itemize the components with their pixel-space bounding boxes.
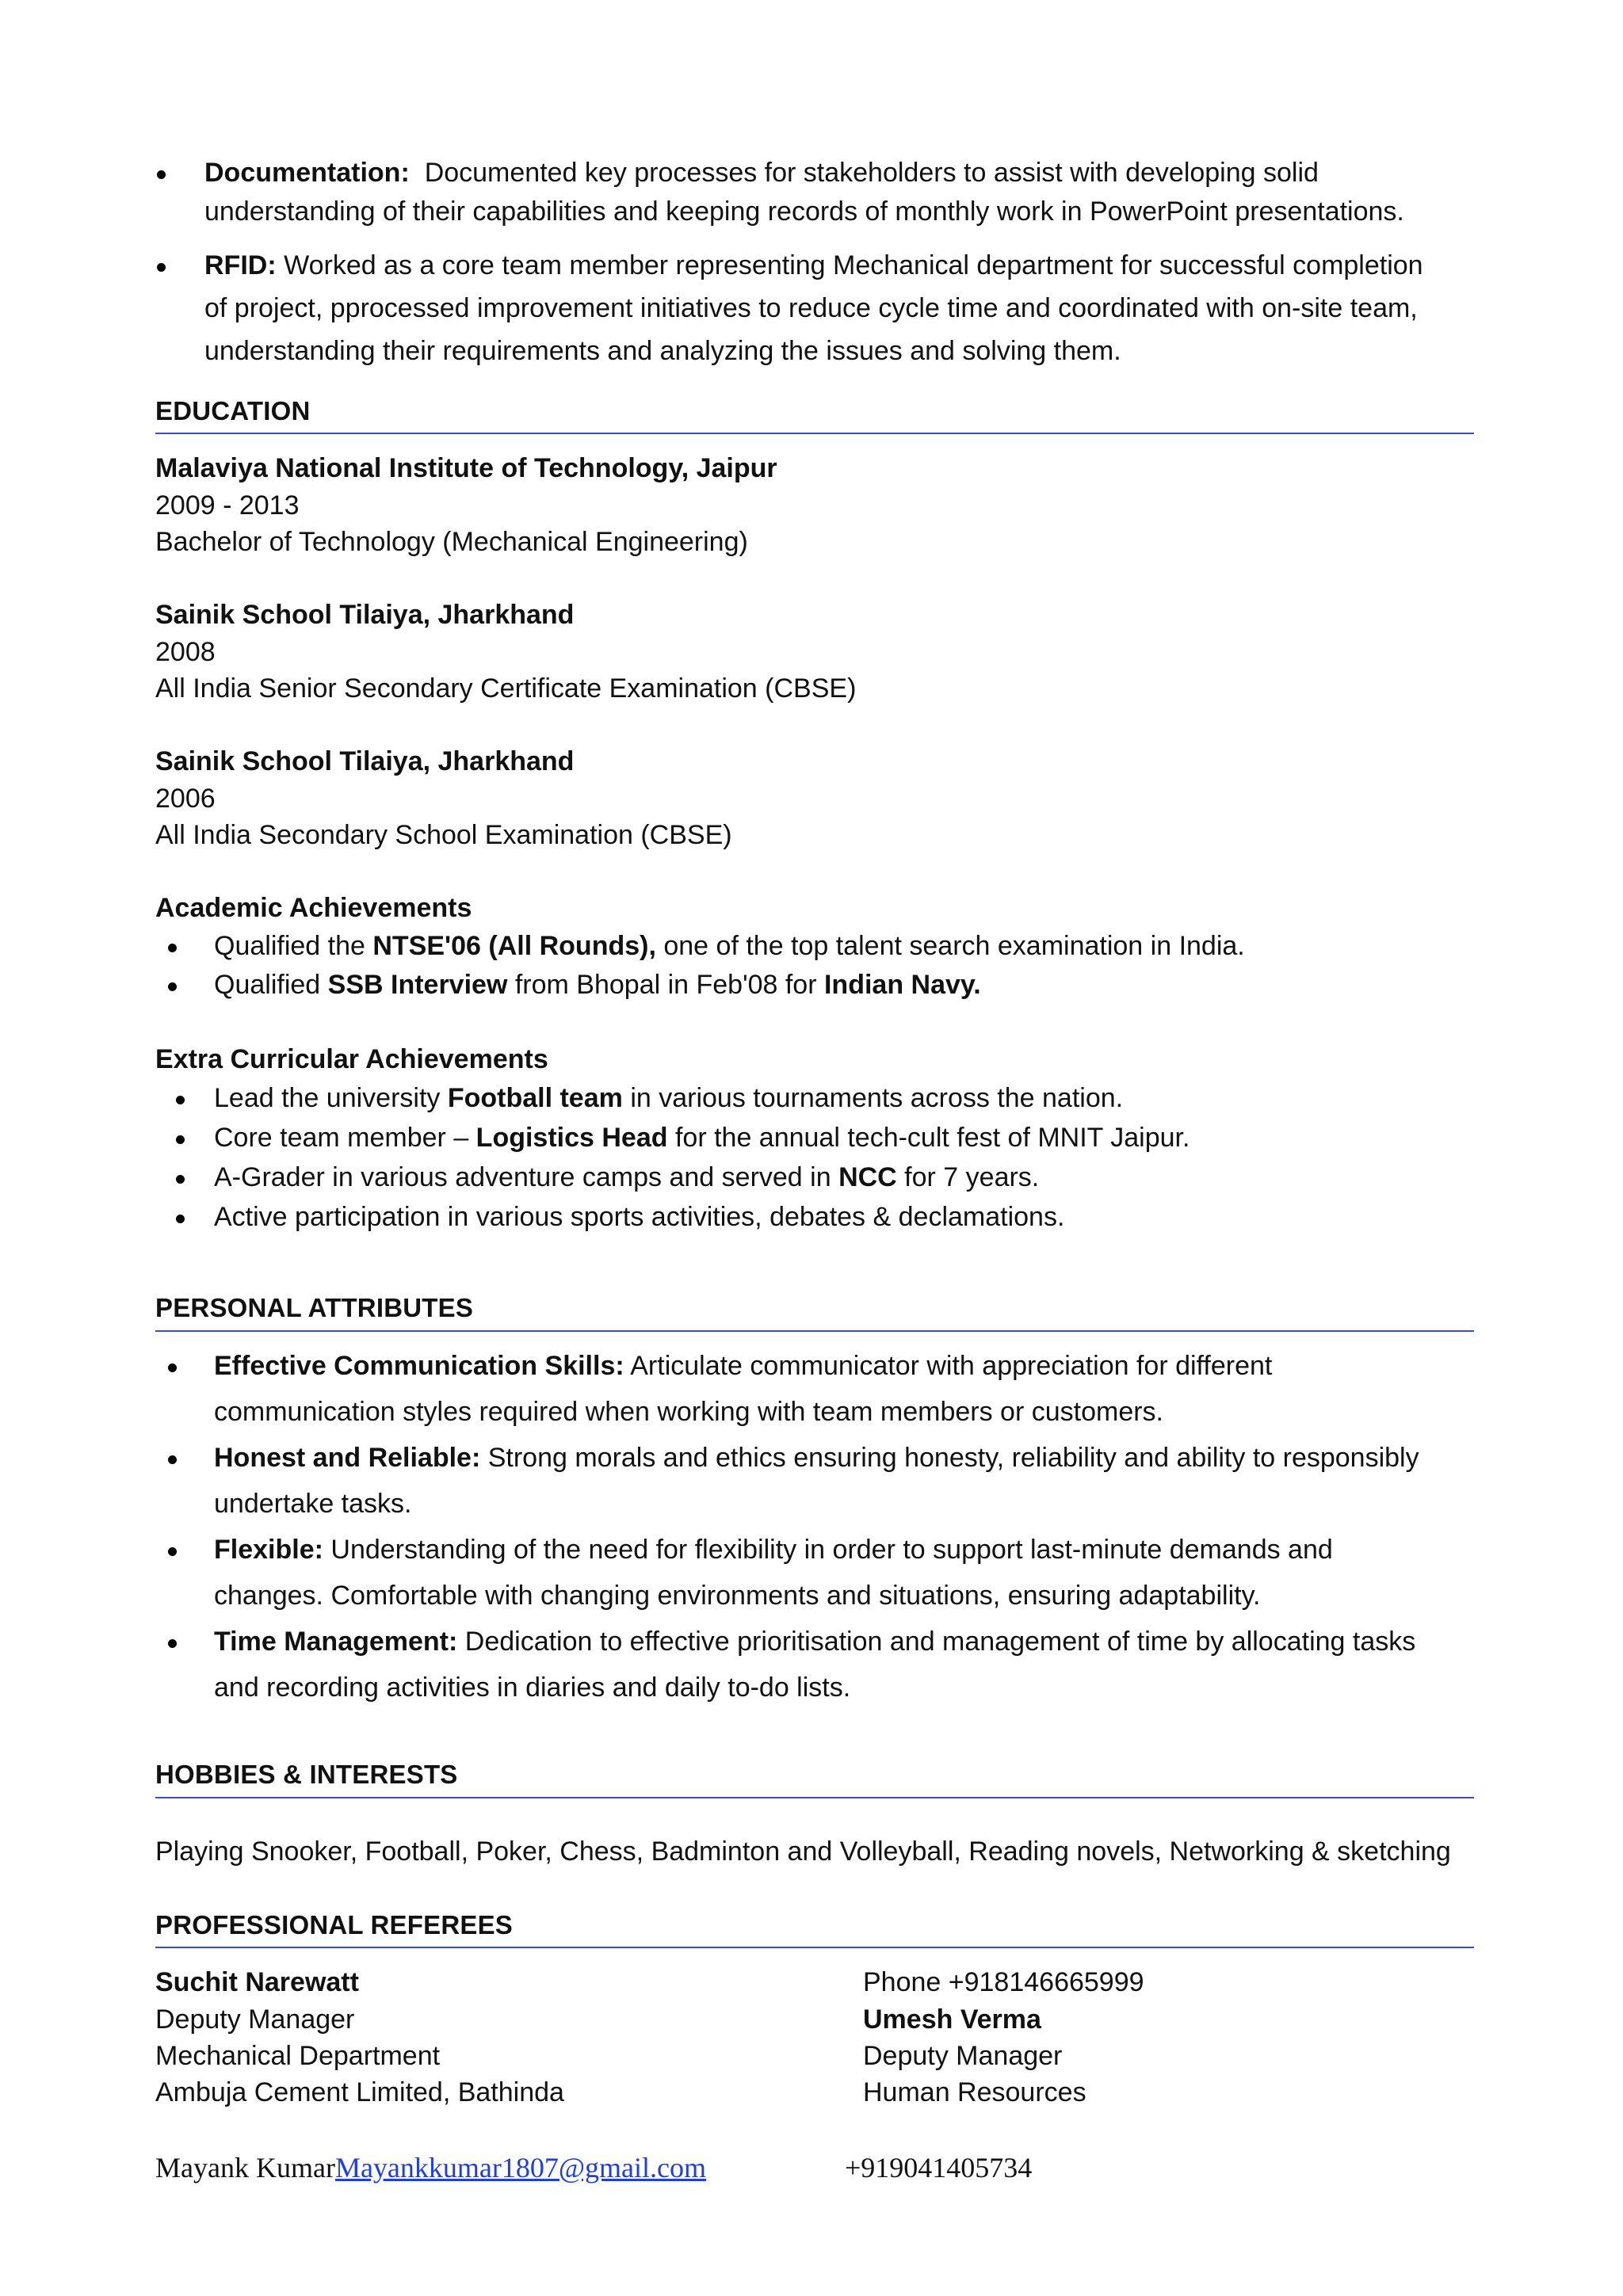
bullet-text: Worked as a core team member representing Mechanical department for successful completion xyxy=(284,250,1423,280)
text-bold: Logistics Head xyxy=(475,1123,668,1153)
bullet-text-line: understanding their requirements and analyzing the issues and solving them. xyxy=(204,336,1121,366)
text-part: in various tournaments across the nation. xyxy=(622,1083,1124,1113)
referee-left-title: Deputy Manager xyxy=(155,2004,355,2035)
text-part: Active participation in various sports activities, debates & declamations. xyxy=(214,1202,1065,1232)
education-years: 2009 - 2013 xyxy=(155,490,300,521)
education-degree: All India Senior Secondary Certificate Examination (CBSE) xyxy=(155,673,857,704)
bullet-dot xyxy=(176,1135,185,1144)
top-bullet-rfid xyxy=(204,250,1423,281)
section-rule xyxy=(155,433,1474,434)
bullet-dot xyxy=(168,982,177,991)
academic-item xyxy=(214,970,981,1001)
text-part: Lead the university xyxy=(214,1083,448,1113)
bullet-label: Documentation: xyxy=(204,158,410,188)
extra-item xyxy=(214,1083,1123,1114)
text-part: Understanding of the need for flexibility in order to support last-minute demands and xyxy=(323,1535,1333,1565)
extra-item xyxy=(214,1202,1064,1233)
text-bold: SSB Interview xyxy=(327,970,508,1000)
education-years: 2008 xyxy=(155,637,216,667)
bullet-text: Documented key processes for stakeholders to assist with developing solid xyxy=(424,158,1319,188)
text-part: Qualified the xyxy=(214,931,373,961)
extra-item xyxy=(214,1123,1190,1154)
text-bold: Football team xyxy=(447,1083,623,1113)
bullet-text-line: of project, pprocessed improvement initiatives to reduce cycle time and coordinated with on-site team, xyxy=(204,293,1418,323)
bullet-dot xyxy=(157,263,166,272)
footer-phone: +919041405734 xyxy=(845,2152,1033,2183)
referee-left-dept: Mechanical Department xyxy=(155,2041,441,2071)
attribute-label: Flexible: xyxy=(214,1535,323,1565)
extra-title: Extra Curricular Achievements xyxy=(155,1044,548,1074)
text-part: from Bhopal in Feb'08 for xyxy=(507,970,824,1000)
personal-item-line: communication styles required when working with team members or customers. xyxy=(214,1397,1164,1427)
bullet-dot xyxy=(176,1175,185,1184)
text-part: for 7 years. xyxy=(896,1162,1040,1192)
personal-item xyxy=(214,1351,1272,1382)
education-years: 2006 xyxy=(155,784,216,814)
footer-contact xyxy=(155,2151,706,2184)
referee-right-title: Deputy Manager xyxy=(863,2041,1063,2071)
bullet-dot xyxy=(168,944,177,952)
referee-right-name: Umesh Verma xyxy=(863,2004,1041,2035)
academic-title: Academic Achievements xyxy=(155,893,472,923)
footer-name: Mayank Kumar xyxy=(155,2152,335,2183)
personal-item xyxy=(214,1535,1333,1566)
text-part: Strong morals and ethics ensuring honesty, reliability and ability to responsibly xyxy=(480,1443,1419,1473)
referee-left-name: Suchit Narewatt xyxy=(155,1967,359,1997)
hobbies-heading: HOBBIES & INTERESTS xyxy=(155,1760,458,1789)
text-part: Core team member – xyxy=(214,1123,476,1153)
section-rule xyxy=(155,1947,1474,1948)
section-rule xyxy=(155,1330,1474,1332)
academic-item xyxy=(214,931,1245,962)
referee-left-company: Ambuja Cement Limited, Bathinda xyxy=(155,2077,564,2107)
text-bold: NTSE'06 (All Rounds), xyxy=(372,931,656,961)
text-part: for the annual tech-cult fest of MNIT Jaipur. xyxy=(667,1123,1190,1153)
referee-right-phone: Phone +918146665999 xyxy=(863,1967,1144,1997)
hobbies-text: Playing Snooker, Football, Poker, Chess, Badminton and Volleyball, Reading novels, Networking & sketching xyxy=(155,1836,1451,1867)
personal-heading: PERSONAL ATTRIBUTES xyxy=(155,1293,474,1322)
personal-item-line: and recording activities in diaries and daily to-do lists. xyxy=(214,1672,851,1703)
referees-heading: PROFESSIONAL REFEREES xyxy=(155,1910,514,1939)
education-degree: Bachelor of Technology (Mechanical Engineering) xyxy=(155,527,748,557)
education-school: Sainik School Tilaiya, Jharkhand xyxy=(155,600,575,630)
bullet-dot xyxy=(168,1455,177,1464)
text-bold: NCC xyxy=(838,1162,897,1192)
attribute-label: Effective Communication Skills: xyxy=(214,1351,624,1381)
section-rule xyxy=(155,1797,1474,1798)
bullet-dot xyxy=(157,170,166,179)
attribute-label: Time Management: xyxy=(214,1627,458,1657)
extra-item xyxy=(214,1162,1039,1193)
text-bold: Indian Navy. xyxy=(823,970,981,1000)
education-school: Malaviya National Institute of Technology, Jaipur xyxy=(155,453,777,483)
education-school: Sainik School Tilaiya, Jharkhand xyxy=(155,746,575,776)
bullet-dot xyxy=(176,1096,185,1104)
text-part: Qualified xyxy=(214,970,328,1000)
bullet-dot xyxy=(176,1215,185,1223)
personal-item-line: changes. Comfortable with changing environments and situations, ensuring adaptability. xyxy=(214,1581,1261,1611)
personal-item xyxy=(214,1443,1419,1474)
bullet-text-line: understanding of their capabilities and keeping records of monthly work in PowerPoint presentations. xyxy=(204,196,1404,227)
text-part: one of the top talent search examination in India. xyxy=(655,931,1245,961)
personal-item xyxy=(214,1627,1415,1657)
education-heading: EDUCATION xyxy=(155,396,311,425)
bullet-dot xyxy=(168,1547,177,1556)
footer-email-link[interactable]: Mayankkumar1807@gmail.com xyxy=(334,2152,706,2183)
bullet-label: RFID: xyxy=(204,250,277,280)
education-degree: All India Secondary School Examination (CBSE) xyxy=(155,820,732,850)
text-part: Dedication to effective prioritisation and management of time by allocating tasks xyxy=(457,1627,1416,1657)
bullet-dot xyxy=(168,1639,177,1648)
text-part: A-Grader in various adventure camps and served in xyxy=(214,1162,839,1192)
top-bullet-documentation xyxy=(204,158,1319,189)
text-part: Articulate communicator with appreciation for different xyxy=(624,1351,1273,1381)
personal-item-line: undertake tasks. xyxy=(214,1489,412,1519)
referee-right-dept: Human Resources xyxy=(863,2077,1086,2107)
bullet-dot xyxy=(168,1363,177,1372)
attribute-label: Honest and Reliable: xyxy=(214,1443,481,1473)
